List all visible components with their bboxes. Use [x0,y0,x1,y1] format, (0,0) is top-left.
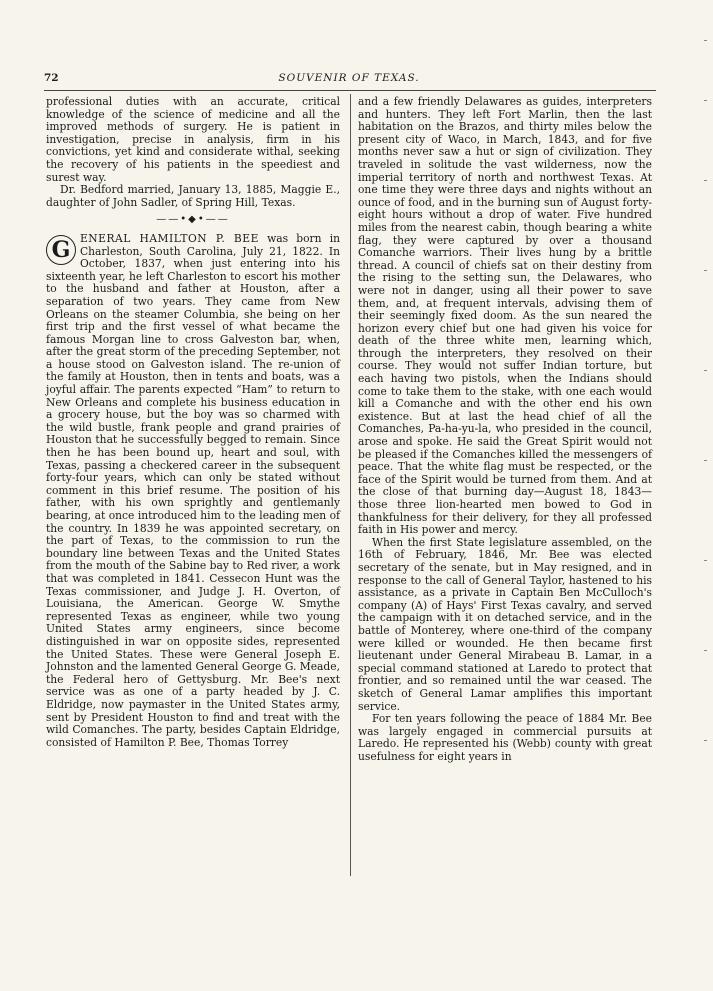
left-column [46,96,340,749]
header-rule [44,90,656,91]
running-title: SOUVENIR OF TEXAS. [278,72,420,84]
biography-subject-name: ENERAL HAMILTON P. BEE [80,231,259,245]
paragraph: Dr. Bedford married, January 13, 1885, Maggie E., daughter of John Sadler, of Spring Hill, Texas. [46,183,340,209]
page-edge-marks [701,40,707,940]
paragraph: For ten years following the peace of 1884 Mr. Bee was largely engaged in commercial pursuits at Laredo. He represented his (Webb) county with great usefulness for eight years in [358,712,652,763]
paragraph: When the first State legislature assembled, on the 16th of February, 1846, Mr. Bee was elected secretary of the senate, but in May resigned, and in response to the call of General Taylor, hastened to his assistance, as a private in Captain Ben McCulloch's company (A) of Hays' First Texas cavalry, and served the campaign with it on detached service, and in the battle of Monterey, where one-third of the company were killed or wounded. He then became first lieutenant under General Mirabeau B. Lamar, in a special command stationed at Laredo to protect that frontier, and so remained until the war ceased. The sketch of General Lamar amplifies this important service. [358,535,652,713]
right-column [358,96,652,763]
paragraph-text: was born in Charleston, South Carolina, July 21, 1822. In October, 1837, when just entering into his sixteenth year, he left Charleston to escort his mother to the husband and father at Houston, after a separation of two years. They came from New Orleans on the steamer Columbia, she being on her first trip and the first vessel of what became the famous Morgan line to cross Galveston bar, when, after the great storm of the preceding September, not a house stood on Galveston island. The re-union of the family at Houston, then in tents and boats, was a joyful affair. The parents expected “Ham” to return to New Orleans and complete his business education in a grocery house, but the boy was so charmed with the wild bustle, frank people and grand prairies of Houston that he successfully begged to remain. Since then he has been bound up, heart and soul, with Texas, passing a checkered career in the subsequent forty-four years, which can only be stated without comment in this brief resume. The position of his father, with his own sprightly and gentlemanly bearing, at once introduced him to the leading men of the country. In 1839 he was appointed secretary, on the part of Texas, to the commission to run the boundary line between Texas and the United States from the mouth of the Sabine bay to Red river, a work that was completed in 1841. Cessecon Hunt was the Texas commissioner, and Judge J. H. Overton, of Louisiana, the American. George W. Smythe represented Texas as engineer, while two young United States army engineers, since become distinguished in war on opposite sides, represented the United States. These were General Joseph E. Johnston and the lamented General George G. Meade, the Federal hero of Gettysburg. Mr. Bee's next service was as one of a party headed by J. C. Eldridge, now paymaster in the United States army, sent by President Houston to find and treat with the wild Comanches. The party, besides Captain Eldridge, consisted of Hamilton P. Bee, Thomas Torrey [46,231,341,749]
page-number: 72 [44,72,59,84]
section-ornament: ——•◆•—— [156,214,230,226]
column-divider [350,94,351,876]
drop-cap-initial: G [46,235,76,265]
paragraph: and a few friendly Delawares as guides, interpreters and hunters. They left Fort Marlin, then the last habitation on the Brazos, and thirty miles below the present city of Waco, in March, 1843, and for five months never saw a hut or sign of civilization. They traveled in solitude the vast wilderness, now the imperial territory of north and northwest Texas. At one time they were three days and nights without an ounce of food, and in the burning sun of August forty-eight hours without a drop of water. Five hundred miles from the nearest cabin, though bearing a white flag, they were captured by over a thousand Comanche warriors. Their lives hung by a brittle thread. A council of chiefs sat on their destiny from the rising to the setting sun, the Delawares, who were not in danger, using all their power to save them, and, at frequent intervals, advising them of their seemingly fixed doom. As the sun neared the horizon every chief but one had given his voice for death of the three white men, learning which, through the interpreters, they resolved on their course. They would not suffer Indian torture, but each having two pistols, when the Indians should come to take them to the stake, with one each would kill a Comanche and with the other end his own existence. But at last the head chief of all the Comanches, Pa-ha-yu-la, who presided in the council, arose and spoke. He said the Great Spirit would not be pleased if the Comanches killed the messengers of peace. That the white flag must be respected, or the face of the Spirit would be turned from them. And at the close of that burning day—August 18, 1843—those three lion-hearted men bowed to God in thankfulness for their delivery, for they all professed faith in His power and mercy. [358,95,652,537]
page-header [44,72,654,86]
paragraph: professional duties with an accurate, critical knowledge of the science of medicine and all the improved methods of surgery. He is patient in investigation, precise in analysis, firm in his convictions, yet kind and considerate withal, seeking the recovery of his patients in the speediest and surest way. [46,95,340,184]
biography-paragraph [46,233,340,749]
